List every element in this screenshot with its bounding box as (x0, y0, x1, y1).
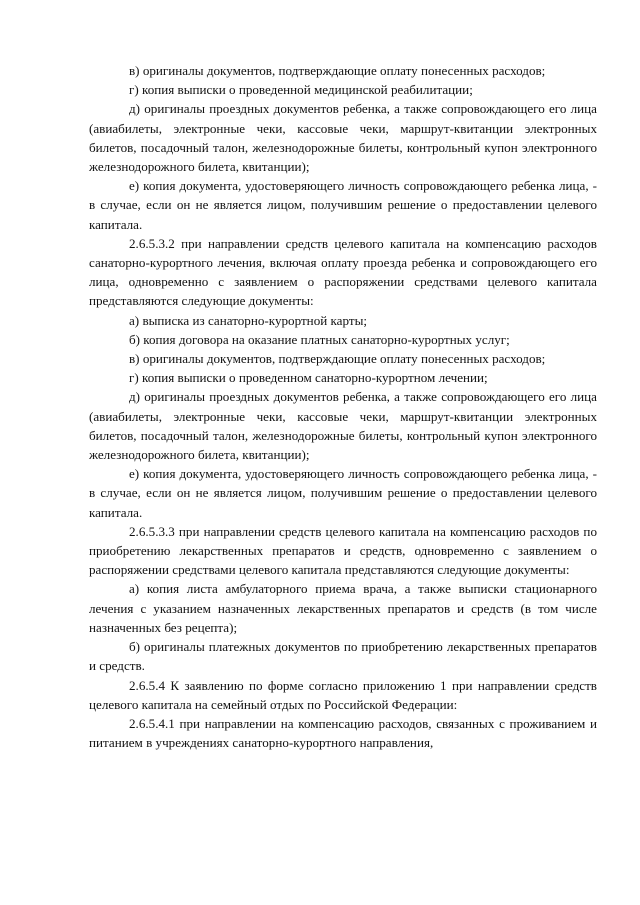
paragraph-2-6-5-3-2: 2.6.5.3.2 при направлении средств целевого капитала на компенсацию расходов санаторно-курортного лечения, включая оплату проезда ребенка и сопровождающего его лица, одновременно с заявлением о распоряжении средствами целевого капитала представляются следующие документы: (89, 235, 597, 309)
paragraph-d-travel-docs-2: д) оригиналы проездных документов ребенка, а также сопровождающего его лица (авиабилеты, электронные чеки, кассовые чеки, маршрут-квитанции электронных билетов, посадочный талон, железнодорожные билеты, контрольный купон электронного железнодорожного билета, квитанции); (89, 389, 597, 463)
paragraph-e-identity-doc: е) копия документа, удостоверяющего личность сопровождающего ребенка лица, - в случае, если он не является лицом, получившим решение о предоставлении целевого капитала. (89, 178, 597, 232)
paragraph-a-doctor-visit: а) копия листа амбулаторного приема врача, а также выписки стационарного лечения с указанием назначенных лекарственных препаратов и средств (в том числе назначенных без рецепта); (89, 581, 597, 635)
paragraph-e-identity-doc-2: е) копия документа, удостоверяющего личность сопровождающего ребенка лица, - в случае, если он не является лицом, получившим решение о предоставлении целевого капитала. (89, 466, 597, 520)
document-body (89, 61, 597, 752)
paragraph-2-6-5-4: 2.6.5.4 К заявлению по форме согласно приложению 1 при направлении средств целевого капитала на семейный отдых по Российской Федерации: (89, 677, 597, 712)
paragraph-v-payment-docs-2: в) оригиналы документов, подтверждающие оплату понесенных расходов; (129, 351, 546, 367)
paragraph-a-sanatorium-card: а) выписка из санаторно-курортной карты; (129, 312, 368, 328)
paragraph-d-travel-docs: д) оригиналы проездных документов ребенка, а также сопровождающего его лица (авиабилеты, электронные чеки, кассовые чеки, маршрут-квитанции электронных билетов, посадочный талон, железнодорожные билеты, контрольный купон электронного железнодорожного билета, квитанции); (89, 101, 597, 175)
paragraph-b-payment-docs-medicine: б) оригиналы платежных документов по приобретению лекарственных препаратов и средств. (89, 639, 597, 674)
paragraph-v-payment-docs: в) оригиналы документов, подтверждающие оплату понесенных расходов; (129, 63, 546, 78)
paragraph-g-sanatorium-extract: г) копия выписки о проведенном санаторно-курортном лечении; (129, 370, 488, 386)
paragraph-2-6-5-4-1: 2.6.5.4.1 при направлении на компенсацию расходов, связанных с проживанием и питанием в учреждениях санаторно-курортного направления, (89, 715, 597, 751)
paragraph-2-6-5-3-3: 2.6.5.3.3 при направлении средств целевого капитала на компенсацию расходов по приобретению лекарственных препаратов и средств, одновременно с заявлением о распоряжении средствами целевого капитала представляются следующие документы: (89, 523, 597, 578)
paragraph-b-sanatorium-contract: б) копия договора на оказание платных санаторно-курортных услуг; (129, 331, 510, 347)
paragraph-g-rehab-extract: г) копия выписки о проведенной медицинской реабилитации; (129, 82, 473, 98)
